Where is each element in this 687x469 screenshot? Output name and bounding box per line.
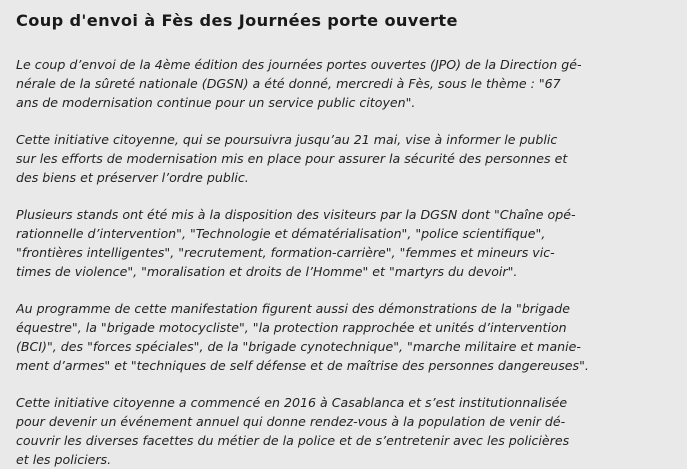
paragraph-line: ment d’armes" et "techniques de self défense et de maîtrise des personnes dangereuses". <box>16 358 589 373</box>
paragraph-line: Cette initiative citoyenne a commencé en 2016 à Casablanca et s’est institutionnalisée <box>16 395 568 410</box>
article-title: Coup d'envoi à Fès des Journées porte ouverte <box>16 11 458 30</box>
paragraph-line: sur les efforts de modernisation mis en place pour assurer la sécurité des personnes et <box>16 151 568 166</box>
paragraph-4 <box>16 299 671 375</box>
paragraph-line: pour devenir un événement annuel qui donne rendez-vous à la population de venir dé- <box>16 414 566 429</box>
paragraph-2 <box>16 130 671 187</box>
paragraph-line: Cette initiative citoyenne, qui se poursuivra jusqu’au 21 mai, vise à informer le public <box>16 132 558 147</box>
paragraph-line: rationnelle d’intervention", "Technologie et dématérialisation", "police scientifique", <box>16 226 546 241</box>
article-body <box>16 55 671 469</box>
paragraph-5 <box>16 393 671 469</box>
paragraph-line: équestre", la "brigade motocycliste", "la protection rapprochée et unités d’intervention <box>16 320 567 335</box>
paragraph-line: Au programme de cette manifestation figurent aussi des démonstrations de la "brigade <box>16 301 570 316</box>
paragraph-line: couvrir les diverses facettes du métier de la police et de s’entretenir avec les policières <box>16 433 570 448</box>
paragraph-line: (BCI)", des "forces spéciales", de la "brigade cynotechnique", "marche militaire et manie- <box>16 339 581 354</box>
paragraph-line: times de violence", "moralisation et droits de l’Homme" et "martyrs du devoir". <box>16 264 518 279</box>
paragraph-line: et les policiers. <box>16 452 112 467</box>
paragraph-line: "frontières intelligentes", "recrutement, formation-carrière", "femmes et mineurs vic- <box>16 245 555 260</box>
paragraph-line: Plusieurs stands ont été mis à la disposition des visiteurs par la DGSN dont "Chaîne opé- <box>16 207 576 222</box>
paragraph-1 <box>16 55 671 112</box>
paragraph-line: Le coup d’envoi de la 4ème édition des journées portes ouvertes (JPO) de la Direction gé- <box>16 57 582 72</box>
paragraph-line: des biens et préserver l’ordre public. <box>16 170 249 185</box>
paragraph-line: ans de modernisation continue pour un service public citoyen". <box>16 95 416 110</box>
paragraph-3 <box>16 205 671 281</box>
paragraph-line: nérale de la sûreté nationale (DGSN) a été donné, mercredi à Fès, sous le thème : "67 <box>16 76 561 91</box>
